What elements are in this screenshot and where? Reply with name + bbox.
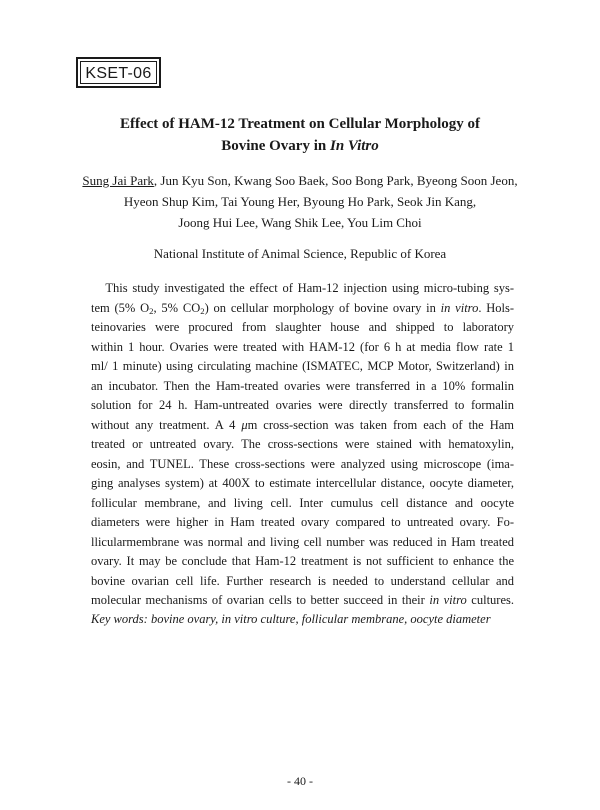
abstract-text: without any treatment. A 4 — [91, 417, 242, 432]
abstract-text: . Hols- — [478, 300, 515, 315]
subscript: 2 — [149, 305, 154, 316]
page-number: - 40 - — [287, 774, 313, 788]
abstract-line: ging analyses system) at 400X to estimate intercellular distance, oocyte diameter, — [91, 476, 514, 490]
author-line-1 — [40, 170, 560, 191]
title-line-2 — [40, 135, 560, 157]
abstract-italic: in vitro — [440, 300, 479, 315]
author-line-3: Joong Hui Lee, Wang Shik Lee, You Lim Choi — [178, 215, 422, 230]
abstract-line: eosin, and TUNEL. These cross-sections were analyzed using microscope (ima- — [91, 456, 514, 471]
mu-symbol: μ — [241, 417, 248, 432]
abstract-italic: in vitro — [429, 593, 467, 607]
subscript: 2 — [200, 305, 205, 316]
abstract-line: an incubator. Then the Ham-treated ovaries were transferred in a 10% formalin — [91, 378, 514, 393]
presenting-author: Sung Jai Park — [82, 173, 154, 188]
abstract-line — [91, 299, 514, 319]
abstract-line: treated or untreated ovary. The cross-sections were stained with hematoxylin, — [91, 437, 514, 451]
affiliation: National Institute of Animal Science, Republic of Korea — [153, 246, 447, 261]
abstract-text: ) on cellular morphology of bovine ovary in — [204, 300, 441, 315]
abstract-text: cultures. — [466, 593, 515, 607]
abstract-line: diameters were higher in Ham treated ovary compared to untreated ovary. Fo- — [91, 515, 514, 529]
abstract-line: solution for 24 h. Ham-untreated ovaries were directly transferred to formalin — [91, 398, 514, 412]
session-code-box — [76, 57, 161, 88]
abstract-line: llicularmembrane was normal and living cell number was reduced in Ham treated — [91, 534, 514, 549]
author-line-2: Hyeon Shup Kim, Tai Young Her, Byoung Ho Park, Seok Jin Kang, — [123, 194, 477, 209]
abstract-line: bovine ovarian cell life. Further research is needed to understand cellular and — [91, 573, 514, 588]
abstract-text: This study investigated the effect of Ham-12 injection using micro-tubing sys- — [105, 281, 514, 295]
abstract-line: follicular membrane, and living cell. Inter cumulus cell distance and oocyte — [91, 495, 514, 510]
abstract-line: teinovaries were procured from slaughter house and shipped to laboratory — [91, 320, 514, 334]
session-code: KSET-06 — [80, 61, 157, 84]
abstract-text: m cross-section was taken from each of the Ham — [247, 417, 514, 432]
abstract-text: tem (5% O — [91, 300, 150, 315]
abstract-line — [91, 416, 514, 436]
abstract-line: ovary. It may be conclude that Ham-12 treatment is not sufficient to enhance the — [91, 554, 514, 568]
title-line-1: Effect of HAM-12 Treatment on Cellular Morphology of — [119, 116, 481, 132]
abstract-text: molecular mechanisms of ovarian cells to better succeed in their — [91, 593, 430, 607]
paper-title — [40, 113, 560, 157]
title-line-2-text: Bovine Ovary in — [221, 138, 330, 154]
abstract-body — [91, 279, 514, 611]
abstract-line — [91, 591, 514, 611]
keywords: Key words: bovine ovary, in vitro culture, follicular membrane, oocyte diameter — [91, 612, 491, 626]
abstract-line: within 1 hour. Ovaries were treated with HAM-12 (for 6 h at media flow rate 1 — [91, 339, 514, 354]
author-list — [40, 170, 560, 233]
abstract-line — [91, 279, 514, 299]
abstract-line: ml/ 1 minute) using circulating machine (ISMATEC, MCP Motor, Switzerland) in — [91, 359, 514, 373]
title-italic: In Vitro — [329, 138, 379, 154]
author-line-1-rest: , Jun Kyu Son, Kwang Soo Baek, Soo Bong Park, Byeong Soon Jeon, — [153, 173, 518, 188]
abstract-text: , 5% CO — [153, 300, 201, 315]
